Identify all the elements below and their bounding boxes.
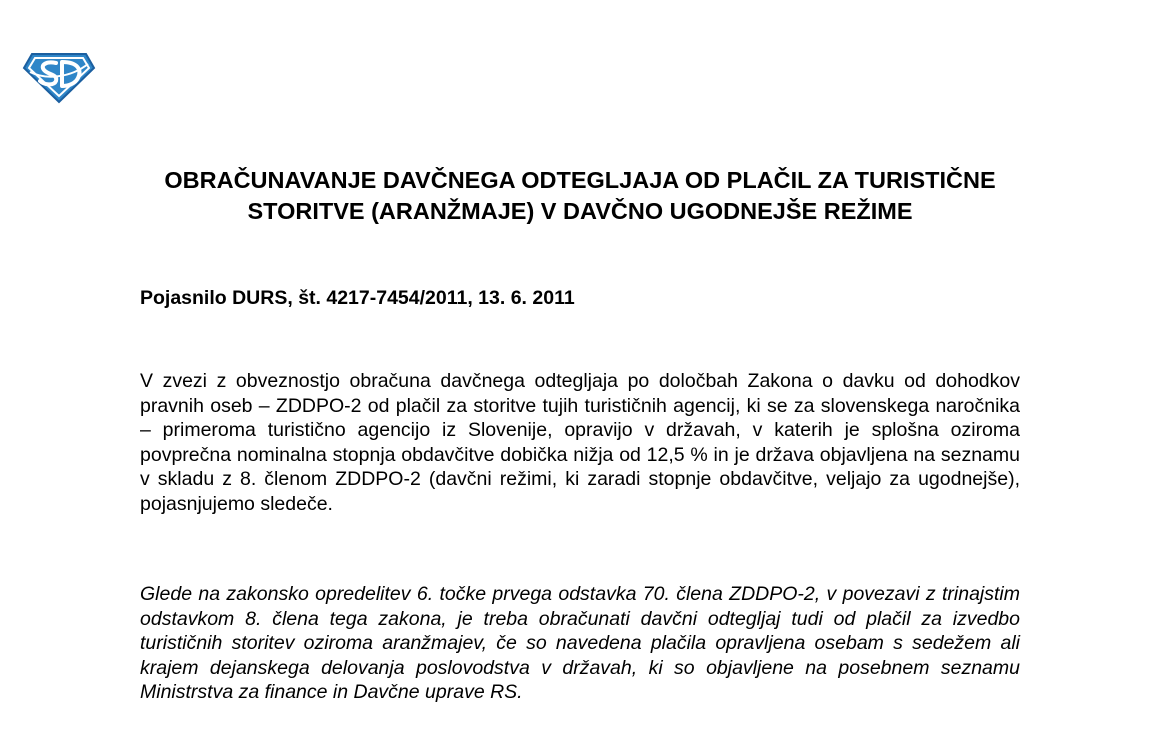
paragraph-explanation: Glede na zakonsko opredelitev 6. točke prvega odstavka 70. člena ZDDPO-2, v povezavi z trinajstim odstavkom 8. člena tega zakona, je treba obračunati davčni odtegljaj tudi od plačil za izvedbo turističnih storitev oziroma aranžmajev, če so navedena plačila opravljena osebam s sedežem ali krajem dejanskega delovanja poslovodstva v državah, ki so objavljene na posebnem seznamu Ministrstva za finance in Davčne uprave RS. (140, 583, 1020, 703)
document-reference: Pojasnilo DURS, št. 4217-7454/2011, 13. 6. 2011 (140, 287, 575, 309)
sd-logo-icon (22, 50, 96, 104)
document-title: OBRAČUNAVANJE DAVČNEGA ODTEGLJAJA OD PLAČIL ZA TURISTIČNE STORITVE (ARANŽMAJE) V DAVČNO UGODNEJŠE REŽIME (164, 167, 996, 224)
paragraph-intro: V zvezi z obveznostjo obračuna davčnega odtegljaja po določbah Zakona o davku od dohodkov pravnih oseb – ZDDPO-2 od plačil za storitve tujih turističnih agencij, ki se za slovenskega naročnika – primeroma turistično agencijo iz Slovenije, opravijo v državah, v katerih je splošna oziroma povprečna nominalna stopnja obdavčitve dobička nižja od 12,5 % in je država objavljena na seznamu v skladu z 8. členom ZDDPO-2 (davčni režimi, ki zaradi stopnje obdavčitve, veljajo za ugodnejše), pojasnjujemo sledeče. (140, 370, 1020, 515)
